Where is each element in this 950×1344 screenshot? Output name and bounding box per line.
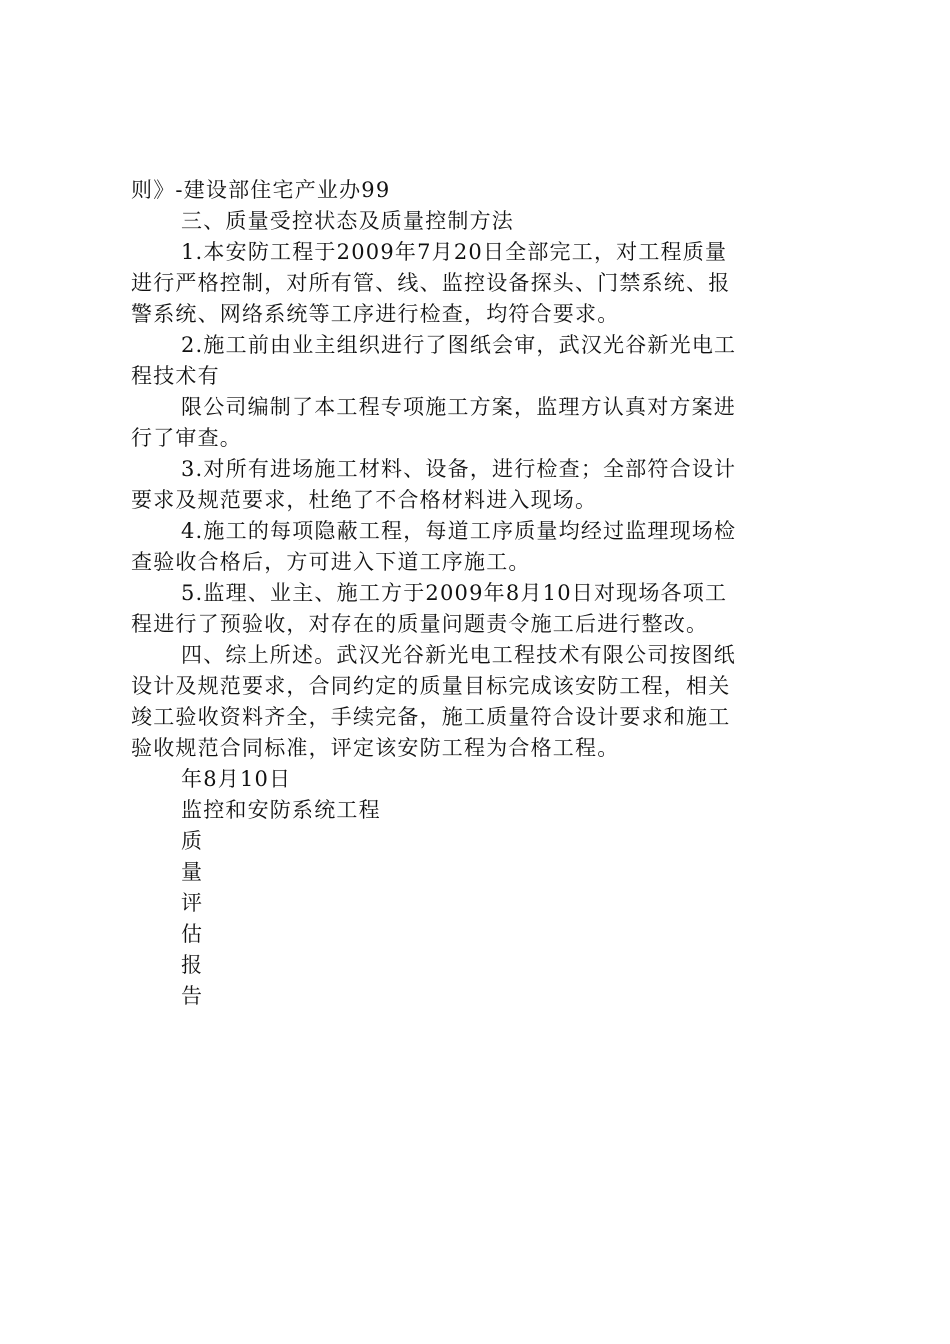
text-line: 验收规范合同标准，评定该安防工程为合格工程。 xyxy=(131,736,620,760)
report-title-char: 质 xyxy=(181,829,204,853)
document-body xyxy=(131,175,831,1012)
text-line: 5.监理、业主、施工方于2009年8月10日对现场各项工 xyxy=(181,581,728,605)
text-line: 1.本安防工程于2009年7月20日全部完工，对工程质量 xyxy=(181,240,728,264)
text-line: 警系统、网络系统等工序进行检查，均符合要求。 xyxy=(131,302,620,326)
section-heading-summary: 四、综上所述。武汉光谷新光电工程技术有限公司按图纸 xyxy=(181,643,736,667)
text-line: 4.施工的每项隐蔽工程，每道工序质量均经过监理现场检 xyxy=(181,519,737,543)
text-line: 查验收合格后，方可进入下道工序施工。 xyxy=(131,550,531,574)
report-title-char: 报 xyxy=(181,953,204,977)
text-line: 3.对所有进场施工材料、设备，进行检查；全部符合设计 xyxy=(181,457,737,481)
text-line: 程技术有 xyxy=(131,364,220,388)
text-line: 进行严格控制，对所有管、线、监控设备探头、门禁系统、报 xyxy=(131,271,731,295)
report-title-char: 量 xyxy=(181,860,204,884)
text-line: 要求及规范要求，杜绝了不合格材料进入现场。 xyxy=(131,488,598,512)
section-heading-quality-control: 三、质量受控状态及质量控制方法 xyxy=(181,209,514,233)
report-title-char: 估 xyxy=(181,922,204,946)
text-line: 则》-建设部住宅产业办99 xyxy=(131,178,391,202)
report-title-char: 评 xyxy=(181,891,204,915)
text-line: 程进行了预验收，对存在的质量问题责令施工后进行整改。 xyxy=(131,612,709,636)
project-title: 监控和安防系统工程 xyxy=(181,798,381,822)
report-title-char: 告 xyxy=(181,984,204,1008)
date-line: 年8月10日 xyxy=(181,767,292,791)
text-line: 设计及规范要求，合同约定的质量目标完成该安防工程，相关 xyxy=(131,674,731,698)
text-line: 2.施工前由业主组织进行了图纸会审，武汉光谷新光电工 xyxy=(181,333,737,357)
text-line: 行了审查。 xyxy=(131,426,242,450)
text-line: 限公司编制了本工程专项施工方案，监理方认真对方案进 xyxy=(181,395,736,419)
text-line: 竣工验收资料齐全，手续完备，施工质量符合设计要求和施工 xyxy=(131,705,731,729)
